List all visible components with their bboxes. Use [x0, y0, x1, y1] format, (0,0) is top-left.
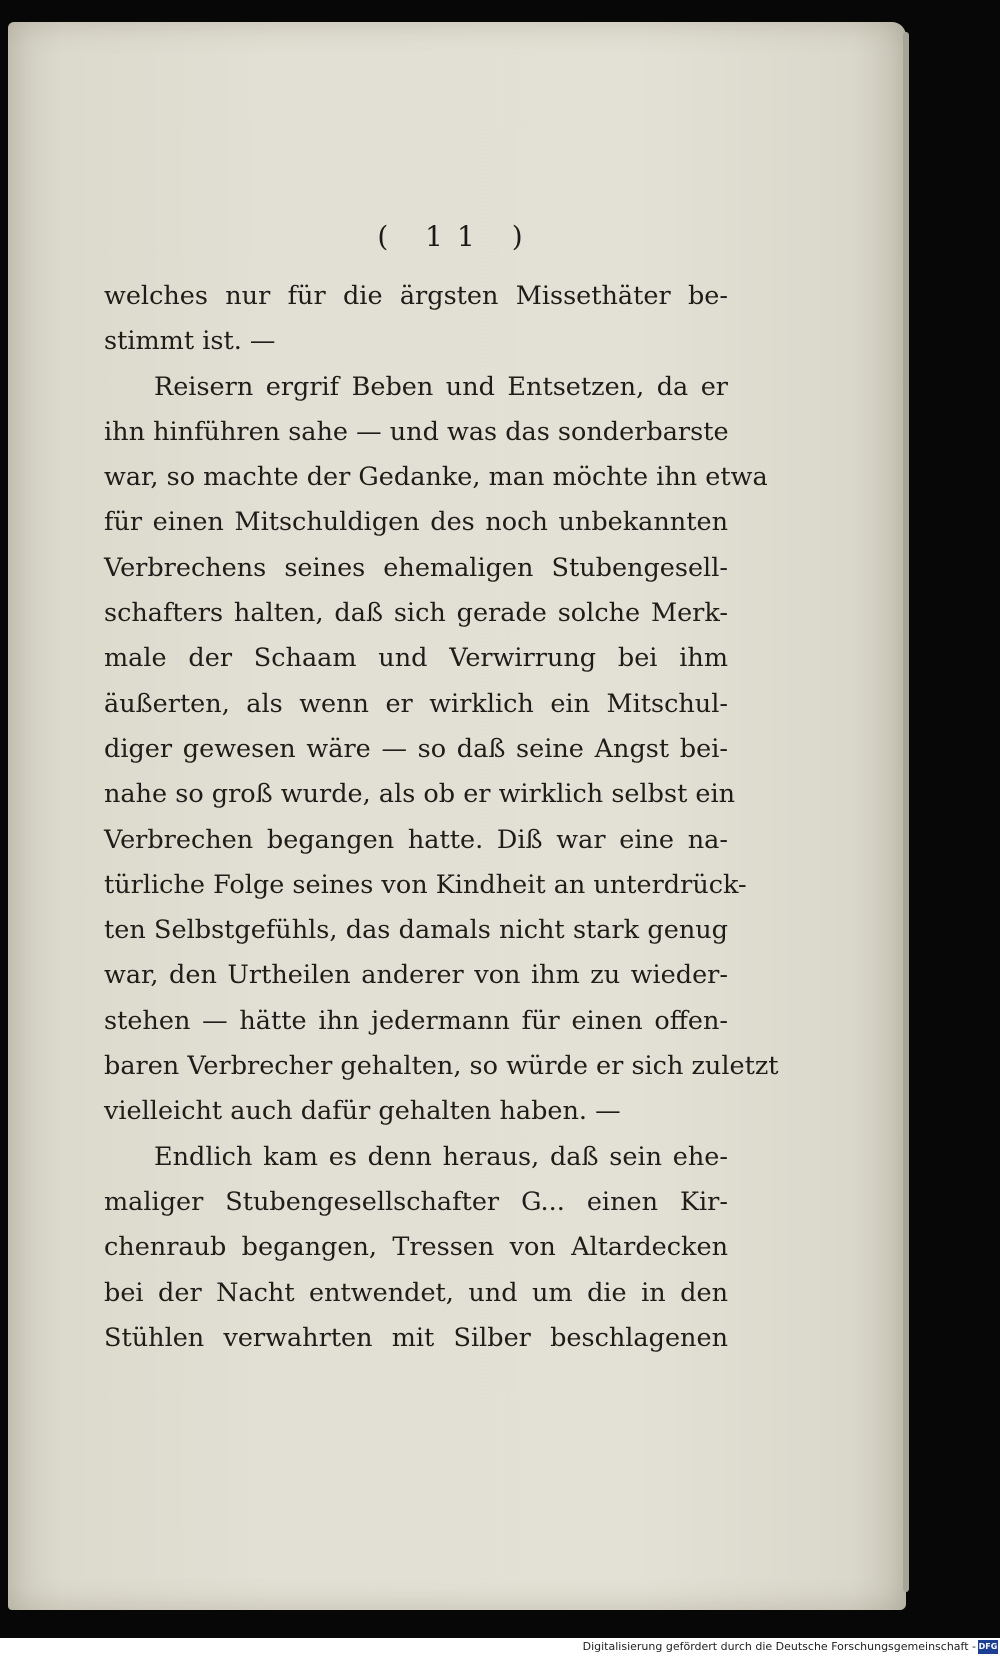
- text-line: nahe so groß wurde, als ob er wirklich selbst ein: [104, 779, 736, 810]
- text-line: für einen Mitschuldigen des noch unbekannten: [104, 507, 728, 538]
- dfg-logo-icon: DFG: [978, 1640, 998, 1654]
- text-line: Verbrechen begangen hatte. Diß war eine na-: [104, 824, 728, 855]
- text-line: war, den Urtheilen anderer von ihm zu wieder-: [104, 960, 728, 991]
- digitization-footer: [0, 1638, 1000, 1656]
- page-number-header: ( 11 ): [377, 220, 537, 253]
- text-line: türliche Folge seines von Kindheit an unterdrück-: [104, 869, 747, 900]
- text-line: ihn hinführen sahe — und was das sonderbarste: [104, 416, 729, 447]
- text-line: Reisern ergrif Beben und Entsetzen, da er: [154, 371, 728, 402]
- text-line: Verbrechens seines ehemaligen Stubengesell-: [104, 552, 728, 583]
- text-line: äußerten, als wenn er wirklich ein Mitschul-: [104, 688, 728, 719]
- body-text: [104, 274, 779, 1361]
- text-line: diger gewesen wäre — so daß seine Angst bei-: [104, 733, 728, 764]
- text-line: schafters halten, daß sich gerade solche Merk-: [104, 598, 728, 629]
- text-line: Endlich kam es denn heraus, daß sein ehe-: [154, 1141, 728, 1172]
- text-line: Stühlen verwahrten mit Silber beschlagenen: [104, 1322, 728, 1353]
- text-line: stimmt ist. —: [104, 326, 276, 357]
- text-line: baren Verbrecher gehalten, so würde er sich zuletzt: [104, 1051, 779, 1082]
- book-page: [8, 22, 906, 1610]
- text-line: stehen — hätte ihn jedermann für einen offen-: [104, 1005, 728, 1036]
- text-line: welches nur für die ärgsten Missethäter be-: [104, 281, 728, 311]
- text-line: bei der Nacht entwendet, und um die in den: [104, 1277, 728, 1308]
- text-line: vielleicht auch dafür gehalten haben. —: [104, 1096, 621, 1127]
- funding-credit: Digitalisierung gefördert durch die Deutsche Forschungsgemeinschaft -: [582, 1640, 976, 1653]
- page-edge: [903, 32, 909, 1592]
- text-line: male der Schaam und Verwirrung bei ihm: [104, 643, 728, 674]
- text-line: maliger Stubengesellschafter G... einen Kir-: [104, 1186, 728, 1217]
- text-line: ten Selbstgefühls, das damals nicht stark genug: [104, 915, 728, 946]
- text-line: war, so machte der Gedanke, man möchte ihn etwa: [104, 462, 768, 493]
- text-line: chenraub begangen, Tressen von Altardecken: [104, 1232, 728, 1263]
